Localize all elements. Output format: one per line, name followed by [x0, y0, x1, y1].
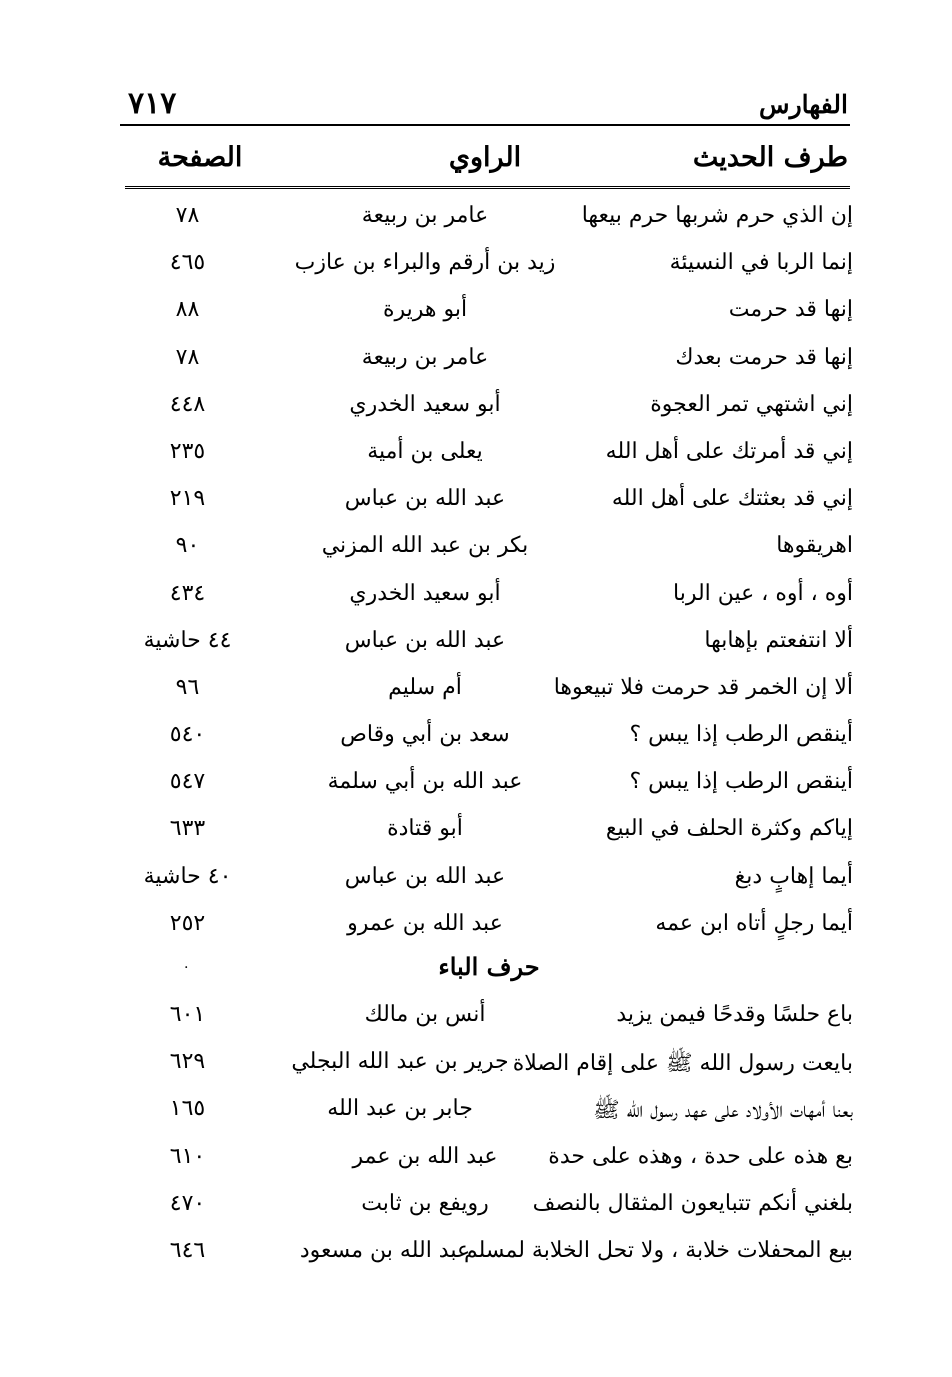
narrator-name: أم سليم [388, 674, 462, 700]
index-row [125, 1136, 853, 1183]
narrator-name: عبد الله بن عمر [352, 1143, 498, 1169]
page-reference: ٦٣٣ [169, 816, 206, 842]
index-entries-section-alif [125, 195, 853, 950]
hadith-text: إن الذي حرم شربها حرم بيعها [581, 203, 853, 228]
narrator-name: عامر بن ربيعة [361, 203, 489, 228]
section-title: الفهارس [759, 90, 848, 119]
page-number: ٧١٧ [128, 86, 177, 121]
hadith-text: أينقص الرطب إذا يبس ؟ [629, 769, 853, 795]
narrator-name: بكر بن عبد الله المزني [321, 533, 529, 559]
hadith-text: أينقص الرطب إذا يبس ؟ [629, 722, 853, 748]
narrator-name: أبو سعيد الخدري [349, 391, 501, 417]
page-reference: ٤٤ حاشية [143, 627, 232, 653]
narrator-name: أبو سعيد الخدري [349, 580, 501, 606]
index-row [125, 620, 853, 667]
hadith-text: إنها قد حرمت [728, 297, 853, 323]
index-row [125, 242, 853, 289]
index-row [125, 573, 853, 620]
narrator-name: يعلى بن أمية [367, 438, 483, 464]
page-reference: ٢٥٢ [169, 910, 206, 936]
hadith-text: بايعت رسول الله ﷺ على إقام الصلاة [512, 1051, 853, 1077]
hadith-text: أوه ، أوه ، عين الربا [673, 580, 853, 606]
page-reference: ٥٤٧ [169, 769, 206, 795]
index-row [125, 337, 853, 384]
index-row [125, 808, 853, 855]
page-reference: ٦١٠ [169, 1143, 206, 1169]
index-row [125, 1230, 853, 1277]
page-reference: ٦٢٩ [169, 1049, 206, 1075]
narrator-name: عامر بن ربيعة [361, 344, 489, 370]
narrator-name: عبد الله بن عباس [344, 863, 506, 889]
hadith-text: ألا انتفعتم بإهابها [704, 627, 853, 653]
column-header-narrator: الراوي [448, 142, 522, 173]
index-row [125, 525, 853, 572]
column-header-page: الصفحة [157, 142, 243, 173]
hadith-text: أيما رجلٍ أتاه ابن عمه [655, 910, 853, 936]
hadith-text: باع حلسًا وقدحًا فيمن يزيد [616, 1002, 853, 1027]
narrator-name: عبد الله بن عمرو [347, 910, 503, 936]
page-reference: ٨٨ [175, 297, 200, 323]
page-reference: ٤٣٤ [169, 580, 206, 606]
section-heading-ba: حرف الباء [438, 952, 540, 981]
hadith-text: بع هذه على حدة ، وهذه على حدة [548, 1143, 853, 1169]
index-entries-section-ba [125, 994, 853, 1277]
index-row [125, 761, 853, 808]
hadith-text: إني اشتهي تمر العجوة [650, 391, 853, 417]
hadith-text: إنها قد حرمت بعدك [675, 344, 853, 370]
page-reference: ٥٤٠ [169, 722, 206, 748]
index-row [125, 384, 853, 431]
page-reference: ٦٤٦ [169, 1237, 206, 1263]
page-reference: ٦٠١ [169, 1002, 206, 1027]
narrator-name: سعد بن أبي وقاص [340, 722, 510, 748]
narrator-name: عبد الله بن أبي سلمة [327, 769, 523, 795]
page-reference: ٤٠ حاشية [143, 863, 232, 889]
page-reference: ٢١٩ [169, 486, 206, 512]
hadith-text: إياكم وكثرة الحلف في البيع [605, 816, 853, 842]
narrator-name: رويفع بن ثابت [361, 1190, 489, 1216]
narrator-name: أنس بن مالك [364, 1002, 486, 1027]
index-row [125, 903, 853, 950]
page-reference: ٧٨ [175, 344, 200, 370]
hadith-text: اهريقوها [776, 533, 853, 559]
narrator-name: جابر بن عبد الله [327, 1096, 473, 1122]
hadith-text: بعنا أمهات الأولاد على عهد رسول الله ﷺ [593, 1098, 853, 1124]
narrator-name: عبد الله بن عباس [344, 486, 506, 512]
narrator-name: زيد بن أرقم والبراء بن عازب [294, 250, 556, 276]
narrator-name: عبد الله بن عباس [344, 627, 506, 653]
section-mark: . [184, 956, 189, 972]
page-reference: ١٦٥ [169, 1096, 206, 1122]
index-row [125, 1183, 853, 1230]
index-row [125, 289, 853, 336]
page-reference: ٩٠ [175, 533, 200, 559]
column-header-row [125, 140, 850, 189]
index-row [125, 667, 853, 714]
narrator-name: أبو هريرة [382, 297, 468, 323]
running-head [120, 84, 850, 126]
index-row [125, 478, 853, 525]
page-reference: ٩٦ [175, 674, 200, 700]
hadith-text: إنما الربا في النسيئة [669, 250, 853, 276]
index-row [125, 856, 853, 903]
page-reference: ٤٧٠ [169, 1190, 206, 1216]
column-header-hadith: طرف الحديث [692, 142, 848, 173]
page-reference: ٢٣٥ [169, 438, 206, 464]
index-row [125, 195, 853, 242]
index-row [125, 431, 853, 478]
index-row [125, 1041, 853, 1088]
index-row [125, 1088, 853, 1135]
narrator-name: جرير بن عبد الله البجلي [291, 1049, 509, 1075]
index-row [125, 714, 853, 761]
page-reference: ٧٨ [175, 203, 200, 228]
hadith-text: ألا إن الخمر قد حرمت فلا تبيعوها [553, 674, 853, 700]
hadith-text: أيما إهابٍ دبغ [734, 863, 853, 889]
page-reference: ٤٦٥ [169, 250, 206, 276]
page-reference: ٤٤٨ [169, 391, 206, 417]
narrator-name: عبد الله بن مسعود [299, 1237, 471, 1263]
hadith-text: بيع المحفلات خلابة ، ولا تحل الخلابة لمسلم [463, 1237, 853, 1263]
hadith-text: إني قد بعثتك على أهل الله [611, 486, 853, 512]
index-row [125, 994, 853, 1041]
narrator-name: أبو قتادة [387, 816, 463, 842]
hadith-text: إني قد أمرتك على أهل الله [605, 438, 853, 464]
hadith-text: بلغني أنكم تتبايعون المثقال بالنصف [532, 1190, 853, 1216]
